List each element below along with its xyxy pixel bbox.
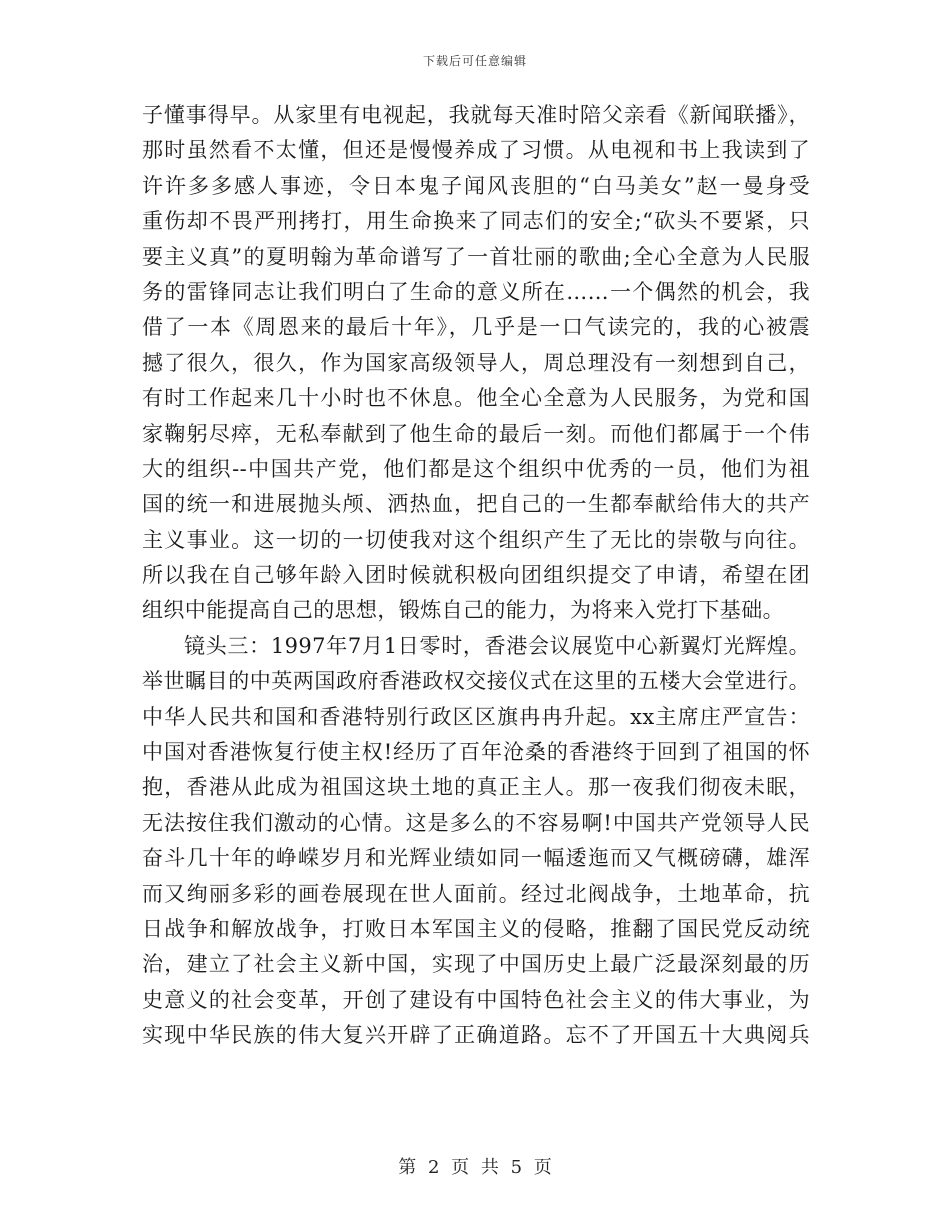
page-number-footer: 第 2 页 共 5 页 <box>398 1157 552 1178</box>
text-line: 撼了很久，很久，作为国家高级领导人，周总理没有一刻想到自己， <box>142 350 810 375</box>
text-line: 奋斗几十年的峥嵘岁月和光辉业绩如同一幅逶迤而又气概磅礴，雄浑 <box>142 846 810 871</box>
text-line: 中华人民共和国和香港特别行政区区旗冉冉升起。xx主席庄严宣告： <box>142 704 810 729</box>
text-line: 务的雷锋同志让我们明白了生命的意义所在……一个偶然的机会，我 <box>142 279 810 304</box>
text-line: 镜头三：1997年7月1日零时，香港会议展览中心新翼灯光辉煌。 <box>184 633 810 658</box>
text-line: 主义事业。这一切的一切使我对这个组织产生了无比的崇敬与向往。 <box>142 527 810 552</box>
text-line: 借了一本《周恩来的最后十年》，几乎是一口气读完的，我的心被震 <box>142 315 810 340</box>
text-line: 子懂事得早。从家里有电视起，我就每天准时陪父亲看《新闻联播》， <box>142 103 810 127</box>
page-header: 下载后可任意编辑 <box>422 54 527 68</box>
text-line: 抱，香港从此成为祖国这块土地的真正主人。那一夜我们彻夜未眠， <box>142 775 810 800</box>
text-line: 国的统一和进展抛头颅、洒热血，把自己的一生都奉献给伟大的共产 <box>142 492 810 517</box>
text-line: 有时工作起来几十小时也不休息。他全心全意为人民服务，为党和国 <box>142 386 810 411</box>
text-line: 而又绚丽多彩的画卷展现在世人面前。经过北阀战争，土地革命，抗 <box>142 881 810 906</box>
text-line: 家鞠躬尽瘁，无私奉献到了他生命的最后一刻。而他们都属于一个伟 <box>142 421 810 446</box>
text-line: 所以我在自己够年龄入团时候就积极向团组织提交了申请，希望在团 <box>142 563 810 588</box>
body-text <box>142 98 810 1054</box>
text-line: 许许多多感人事迹，令日本鬼子闻风丧胆的“白马美女”赵一曼身受 <box>142 173 810 198</box>
text-line: 史意义的社会变革，开创了建设有中国特色社会主义的伟大事业，为 <box>142 987 810 1012</box>
text-line: 重伤却不畏严刑拷打，用生命换来了同志们的安全;“砍头不要紧，只 <box>142 209 810 234</box>
text-line: 中国对香港恢复行使主权!经历了百年沧桑的香港终于回到了祖国的怀 <box>142 740 810 765</box>
text-line: 治，建立了社会主义新中国，实现了中国历史上最广泛最深刻最的历 <box>142 952 810 977</box>
text-line: 日战争和解放战争，打败日本军国主义的侵略，推翻了国民党反动统 <box>142 916 810 941</box>
text-line: 实现中华民族的伟大复兴开辟了正确道路。忘不了开国五十大典阅兵 <box>142 1023 810 1048</box>
text-line: 举世瞩目的中英两国政府香港政权交接仪式在这里的五楼大会堂进行。 <box>142 669 810 694</box>
text-line: 大的组织--中国共产党，他们都是这个组织中优秀的一员，他们为祖 <box>142 456 810 481</box>
text-line: 无法按住我们激动的心情。这是多么的不容易啊!中国共产党领导人民 <box>142 810 810 835</box>
text-line: 组织中能提高自己的思想，锻炼自己的能力，为将来入党打下基础。 <box>142 598 784 623</box>
text-line: 那时虽然看不太懂，但还是慢慢养成了习惯。从电视和书上我读到了 <box>142 138 810 163</box>
text-line: 要主义真”的夏明翰为革命谱写了一首壮丽的歌曲;全心全意为人民服 <box>142 244 810 269</box>
